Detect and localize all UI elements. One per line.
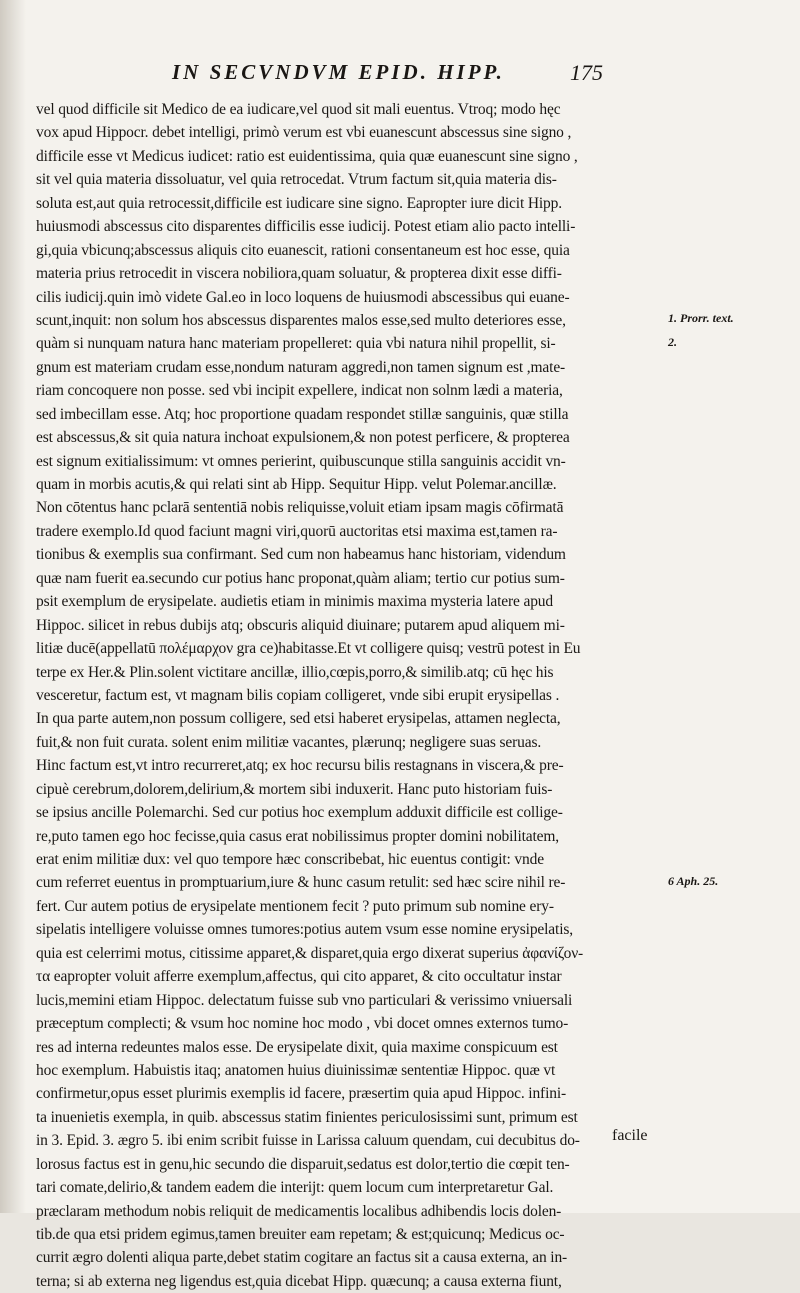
text-line: τα eapropter voluit afferre exemplum,affectus, qui cito apparet, & cito occultatur instar (36, 968, 562, 986)
text-line: se ipsius ancille Polemarchi. Sed cur potius hoc exemplum adduxit difficile est collige- (36, 804, 563, 822)
text-line: fuit,& non fuit curata. solent enim militiæ vacantes, plærunq; negligere suas seruas. (36, 733, 542, 751)
gutter-shadow (0, 0, 26, 1213)
text-line: materia prius retrocedit in viscera nobiliora,quam soluatur, & propterea dixit esse diffi- (36, 265, 562, 283)
text-line: Non cōtentus hanc pclarā sententiā nobis reliquisse,voluit etiam ipsam magis cōfirmatā (36, 499, 564, 517)
text-line: gi,quia vbicunq;abscessus aliquis cito euanescit, rationi consentaneum est hoc esse, quia (36, 241, 570, 259)
text-line: riam concoquere non posse. sed vbi incipit expellere, indicat non solnm lædi a materia, (36, 382, 563, 400)
text-line: tionibus & exemplis sua confirmant. Sed cum non habeamus hanc historiam, videndum (36, 546, 566, 564)
text-line: quam in morbis acutis,& qui relati sint ab Hipp. Sequitur Hipp. velut Polemar.ancillæ. (36, 476, 557, 493)
text-line: cipuè cerebrum,dolorem,delirium,& mortem sibi induxerit. Hanc puto historiam fuis- (36, 780, 553, 798)
text-line: sit vel quia materia dissoluatur, vel quia retrocedat. Vtrum factum sit,quia materia dis- (36, 171, 557, 189)
text-line: est signum exitialissimum: vt omnes perierint, quibuscunque stilla sanguinis accidit vn- (36, 452, 566, 470)
text-line: hoc exemplum. Habuistis itaq; anatomen huius diuinissimæ sententiæ Hippoc. quæ vt (36, 1061, 556, 1079)
text-line: quàm si nunquam natura hanc materiam propelleret: quia vbi natura nihil propellit, si- (36, 335, 556, 353)
text-line: Hinc factum est,vt intro recurreret,atq; ex hoc recursu bilis restagnans in viscera,& pre- (36, 757, 564, 775)
text-line: res ad interna redeuntes malos esse. De erysipelate dixit, quia maxime conspicuum est (36, 1038, 558, 1056)
text-line: litiæ ducē(appellatū πολέμαρχον gra ce)habitasse.Et vt colligere quisq; vestrū potest in Eu (36, 640, 581, 658)
text-line: quæ nam fuerit ea.secundo cur potius hanc proponat,quàm aliam; tertio cur potius sum- (36, 569, 565, 587)
text-line: ta inuenietis exempla, in quib. abscessus statim finientes periculosissimi sunt, primum est (36, 1108, 578, 1126)
text-line: huiusmodi abscessus cito disparentes difficilis esse iudicij. Potest etiam alio pacto intelli- (36, 218, 576, 236)
margin-notes (668, 0, 800, 1213)
text-line: vesceretur, factum est, vt magnam bilis copiam colligeret, vnde sibi erupit erysipellas . (36, 686, 560, 704)
body-text (36, 98, 676, 1293)
text-line: confirmetur,opus esset plurimis exemplis id facere, præsertim quia apud Hippoc. infini- (36, 1085, 566, 1103)
text-line: tradere exemplo.Id quod faciunt magni viri,quorū auctoritas etsi maxima est,tamen ra- (36, 522, 558, 540)
catchword: facile (612, 1127, 648, 1144)
text-line: sed imbecillam esse. Atq; hoc proportione quadam respondet stillæ sanguinis, quæ stilla (36, 405, 569, 423)
text-line: tari comate,delirio,& tandem eadem die interijt: quem locum cum interpretaretur Gal. (36, 1179, 554, 1197)
text-line: Hippoc. silicet in rebus dubijs atq; obscuris aliquid diuinare; putarem apud aliquem mi- (36, 616, 565, 634)
text-line: est abscessus,& sit quia natura inchoat expulsionem,& non potest perficere, & propterea (36, 429, 570, 447)
margin-note: 1. Prorr. text. (668, 311, 734, 326)
margin-note: 2. (668, 334, 677, 349)
text-line: præceptum complecti; & vsum hoc nomine hoc modo , vbi docet omnes externos tumo- (36, 1015, 569, 1033)
text-line: cum referret euentus in promptuarium,iure & hunc casum retulit: sed hæc scire nihil re- (36, 874, 566, 892)
text-line: fert. Cur autem potius de erysipelate mentionem fecit ? puto primum sub nomine ery- (36, 897, 554, 915)
text-line: terna; si ab externa neg ligendus est,quia dicebat Hipp. quæcunq; a causa externa fiunt, (36, 1272, 562, 1290)
text-line: cilis iudicij.quin imò videte Gal.eo in loco loquens de huiusmodi abscessibus qui euane- (36, 288, 570, 306)
text-line: re,puto tamen ego hoc fecisse,quia casus erat nobilissimus propter domini nobilitatem, (36, 827, 560, 845)
text-line: difficile esse vt Medicus iudicet: ratio est euidentissima, quia quæ euanescunt sine signo , (36, 147, 578, 165)
page-header (160, 60, 620, 94)
text-line: sipelatis intelligere voluisse omnes tumores:potius autem vsum esse nomine erysipelatis, (36, 921, 573, 939)
text-line: quia est celerrimi motus, citissime apparet,& disparet,quia ergo dixerat superius ἀφανίζον- (36, 944, 584, 962)
page-number: 175 (570, 60, 603, 85)
text-line: lucis,memini etiam Hippoc. delectatum fuisse sub vno particulari & verissimo vniuersali (36, 991, 573, 1009)
text-line: lorosus factus est in genu,hic secundo die disparuit,sedatus est dolor,tertio die cœpit ten- (36, 1155, 570, 1173)
text-line: psit exemplum de erysipelate. audietis etiam in minimis maxima mysteria latere apud (36, 593, 553, 611)
running-title: IN SECVNDVM EPID. HIPP. (172, 60, 505, 84)
text-line: scunt,inquit: non solum hos abscessus disparentes malos esse,sed multo deteriores esse, (36, 311, 566, 329)
text-line: currit ægro dolenti aliqua parte,debet statim cogitare an factus sit a causa externa, an in- (36, 1249, 568, 1267)
margin-note: 6 Aph. 25. (668, 873, 719, 888)
text-line: erat enim militiæ dux: vel quo tempore hæc conscribebat, hic euentus contigit: vnde (36, 851, 544, 868)
text-line: tib.de qua etsi pridem egimus,tamen breuiter eam repetam; & est;quicunq; Medicus oc- (36, 1226, 565, 1243)
text-line: præclaram methodum nobis reliquit de medicamentis localibus adhibendis locis dolen- (36, 1202, 562, 1220)
text-line: vox apud Hippocr. debet intelligi, primò verum est vbi euanescunt abscessus sine signo , (36, 124, 572, 142)
text-line: terpe ex Her.& Plin.solent victitare ancillæ, illio,cœpis,porro,& similib.atq; cū hęc his (36, 663, 554, 681)
text-line: vel quod difficile sit Medico de ea iudicare,vel quod sit mali euentus. Vtroq; modo hęc (36, 101, 561, 118)
text-line: soluta est,aut quia retrocessit,difficile est iudicare sine signo. Eapropter iure dicit Hipp. (36, 194, 562, 212)
text-line: in 3. Epid. 3. ægro 5. ibi enim scribit fuisse in Larissa caluum quendam, cui decubitus do- (36, 1132, 580, 1150)
text-line: In qua parte autem,non possum colligere, sed etsi haberet erysipelas, attamen neglecta, (36, 710, 561, 728)
text-line: gnum est materiam crudam esse,nondum naturam aggredi,non tamen signum est ,mate- (36, 358, 566, 376)
